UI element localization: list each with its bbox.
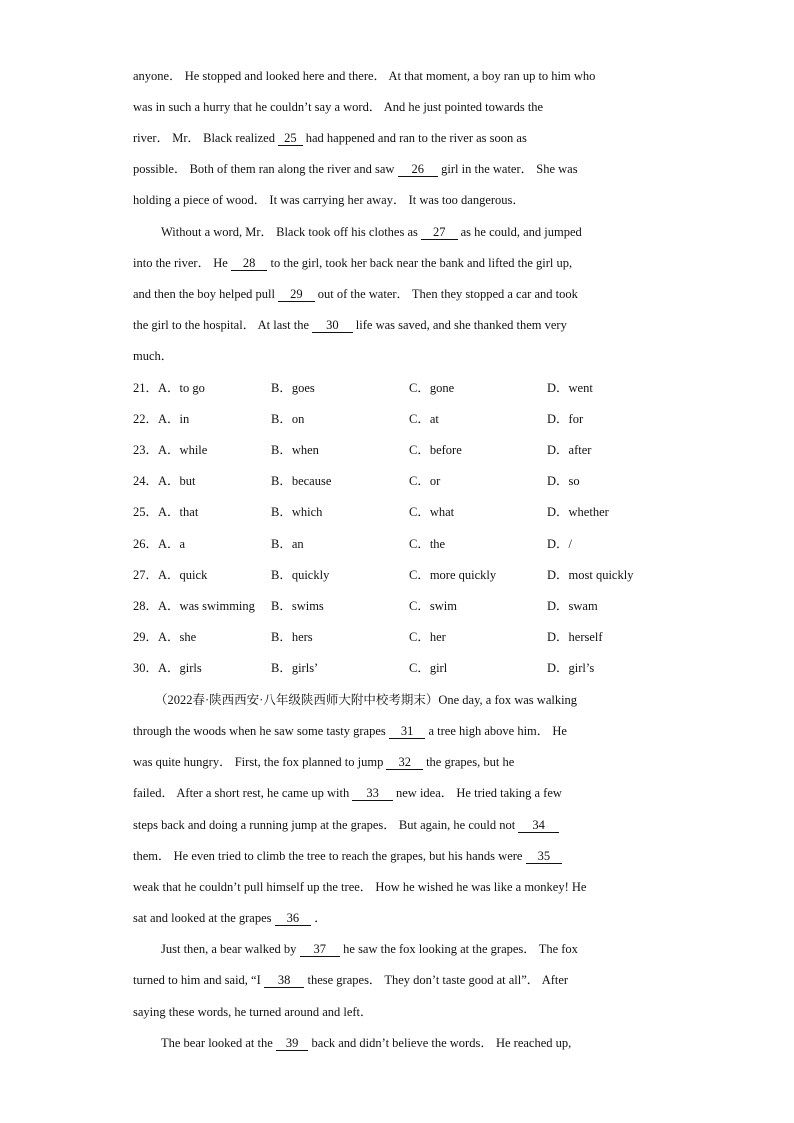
text-segment: turned to him and said, “I xyxy=(133,973,264,987)
option-c: C．or xyxy=(409,474,441,488)
option-b: B．when xyxy=(271,443,319,457)
option-c: C．gone xyxy=(409,381,455,395)
blank-28: 28 xyxy=(231,256,268,271)
text-segment: The bear looked at the xyxy=(161,1036,276,1050)
option-c: C．swim xyxy=(409,599,457,613)
text-segment: failed． After a short rest, he came up with xyxy=(133,786,353,800)
option-d: D．herself xyxy=(547,630,603,644)
text-segment: ． xyxy=(311,911,327,925)
text-segment: out of the water． Then they stopped a car and took xyxy=(314,287,578,301)
option-d: D．after xyxy=(547,443,592,457)
blank-26: 26 xyxy=(398,162,439,177)
option-b: B．because xyxy=(271,474,332,488)
blank-25: 25 xyxy=(278,131,303,146)
passage-line: anyone． He stopped and looked here and there． At that moment, a boy ran up to him who xyxy=(133,69,596,83)
option-a: 22．A．in xyxy=(133,412,190,426)
option-a: 26．A．a xyxy=(133,537,186,551)
blank-36: 36 xyxy=(275,911,312,926)
text-segment: these grapes． They don’t taste good at all”． After xyxy=(304,973,569,987)
text-segment: back and didn’t believe the words． He reached up, xyxy=(308,1036,572,1050)
blank-35: 35 xyxy=(526,849,563,864)
option-d: D．most quickly xyxy=(547,568,634,582)
passage-line: saying these words, he turned around and left． xyxy=(133,1005,373,1019)
passage-line xyxy=(133,848,562,864)
passage-line xyxy=(161,224,582,240)
passage-line xyxy=(133,785,562,801)
option-d: D．so xyxy=(547,474,580,488)
option-d: D．/ xyxy=(547,537,573,551)
blank-31: 31 xyxy=(389,724,426,739)
option-b: B．quickly xyxy=(271,568,330,582)
option-a: 21．A．to go xyxy=(133,381,205,395)
passage-line xyxy=(161,941,578,957)
text-segment: sat and looked at the grapes xyxy=(133,911,275,925)
blank-30: 30 xyxy=(312,318,353,333)
passage-line xyxy=(133,817,559,833)
text-segment: into the river． He xyxy=(133,256,231,270)
option-b: B．an xyxy=(271,537,304,551)
option-a: 25．A．that xyxy=(133,505,199,519)
passage-line: much． xyxy=(133,349,174,363)
option-a: 23．A．while xyxy=(133,443,208,457)
passage-line: was in such a hurry that he couldn’t say a word． And he just pointed towards the xyxy=(133,100,544,114)
option-c: C．at xyxy=(409,412,439,426)
text-segment: as he could, and jumped xyxy=(457,225,582,239)
passage-line: weak that he couldn’t pull himself up the tree． How he wished he was like a monkey! He xyxy=(133,880,587,894)
text-segment: had happened and ran to the river as soon as xyxy=(302,131,527,145)
option-b: B．swims xyxy=(271,599,324,613)
option-c: C．the xyxy=(409,537,446,551)
passage-line xyxy=(133,910,327,926)
option-c: C．before xyxy=(409,443,462,457)
passage-line xyxy=(133,161,578,177)
passage-line xyxy=(161,1035,571,1051)
option-d: D．went xyxy=(547,381,593,395)
blank-33: 33 xyxy=(352,786,393,801)
text-segment: a tree high above him． He xyxy=(425,724,567,738)
passage-line xyxy=(133,972,568,988)
option-c: C．girl xyxy=(409,661,448,675)
blank-34: 34 xyxy=(518,818,559,833)
option-c: C．more quickly xyxy=(409,568,497,582)
blank-32: 32 xyxy=(386,755,423,770)
passage-line xyxy=(155,692,577,708)
text-segment: through the woods when he saw some tasty grapes xyxy=(133,724,389,738)
option-a: 27．A．quick xyxy=(133,568,208,582)
blank-38: 38 xyxy=(264,973,305,988)
blank-39: 39 xyxy=(276,1036,309,1051)
text-segment: new idea． He tried taking a few xyxy=(392,786,562,800)
blank-27: 27 xyxy=(421,225,458,240)
text-segment: he saw the fox looking at the grapes． The fox xyxy=(340,942,578,956)
option-b: B．girls’ xyxy=(271,661,319,675)
text-segment: One day, a fox was walking xyxy=(438,693,578,707)
source-note: （2022春·陕西西安·八年级陕西师大附中校考期末） xyxy=(155,693,439,707)
passage-line xyxy=(133,317,567,333)
option-c: C．her xyxy=(409,630,446,644)
passage-line xyxy=(133,723,567,739)
text-segment: Just then, a bear walked by xyxy=(161,942,300,956)
option-c: C．what xyxy=(409,505,455,519)
option-b: B．on xyxy=(271,412,305,426)
text-segment: steps back and doing a running jump at the grapes． But again, he could not xyxy=(133,818,519,832)
passage-line xyxy=(133,255,572,271)
text-segment: was quite hungry． First, the fox planned to jump xyxy=(133,755,387,769)
option-b: B．goes xyxy=(271,381,315,395)
option-b: B．which xyxy=(271,505,323,519)
passage-line xyxy=(133,130,527,146)
text-segment: river． Mr． Black realized xyxy=(133,131,279,145)
option-a: 29．A．she xyxy=(133,630,197,644)
text-segment: and then the boy helped pull xyxy=(133,287,279,301)
passage-line: holding a piece of wood． It was carrying her away． It was too dangerous． xyxy=(133,193,525,207)
option-a: 24．A．but xyxy=(133,474,196,488)
text-segment: the girl to the hospital． At last the xyxy=(133,318,313,332)
passage-line xyxy=(133,754,514,770)
text-segment: life was saved, and she thanked them very xyxy=(352,318,567,332)
option-d: D．for xyxy=(547,412,584,426)
text-segment: possible． Both of them ran along the river and saw xyxy=(133,162,398,176)
option-d: D．swam xyxy=(547,599,598,613)
text-segment: them． He even tried to climb the tree to reach the grapes, but his hands were xyxy=(133,849,526,863)
blank-37: 37 xyxy=(300,942,341,957)
option-d: D．girl’s xyxy=(547,661,595,675)
text-segment: the grapes, but he xyxy=(422,755,515,769)
option-b: B．hers xyxy=(271,630,313,644)
text-segment: girl in the water． She was xyxy=(438,162,578,176)
option-a: 30．A．girls xyxy=(133,661,202,675)
option-d: D．whether xyxy=(547,505,609,519)
text-segment: to the girl, took her back near the bank and lifted the girl up, xyxy=(267,256,573,270)
passage-line xyxy=(133,286,578,302)
option-a: 28．A．was swimming xyxy=(133,599,255,613)
text-segment: Without a word, Mr． Black took off his clothes as xyxy=(161,225,421,239)
blank-29: 29 xyxy=(278,287,315,302)
